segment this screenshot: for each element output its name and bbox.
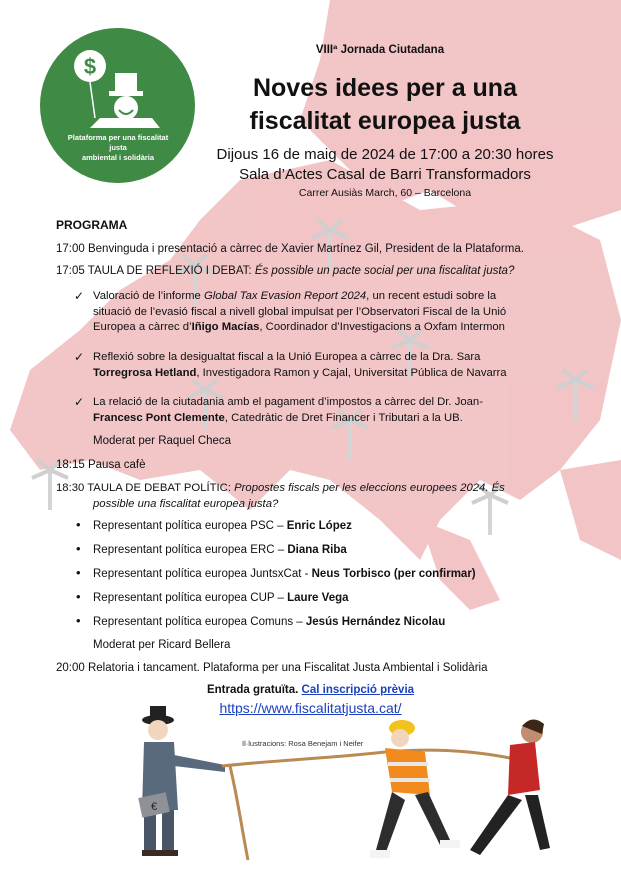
program-item-4: 18:30 TAULA DE DEBAT POLÍTIC: Propostes fiscals per les eleccions europees 2024. És possible una fiscalitat europea justa? xyxy=(56,482,505,510)
bullet-icon: • xyxy=(76,589,81,604)
item-question: És possible un pacte social per una fiscalitat justa? xyxy=(254,265,515,277)
time-label: 18:15 xyxy=(56,459,85,471)
item-text: Benvinguda i presentació a càrrec de Xavier Martínez Gil, President de la Plataforma. xyxy=(87,243,524,255)
rep-comuns: Representant política europea Comuns – Jesús Hernández Nicolau xyxy=(93,616,446,628)
bullet-icon: • xyxy=(76,541,81,556)
logo-text-line1: Plataforma per una fiscalitat justa xyxy=(67,133,169,152)
free-entry-label: Entrada gratuïta. xyxy=(206,684,299,696)
logo-text-line2: ambiental i solidària xyxy=(81,153,155,162)
title-line2: fiscalitat europea justa xyxy=(249,107,521,135)
time-label: 17:00 xyxy=(56,243,85,255)
rep-psc: Representant política europea PSC – Enric López xyxy=(93,520,352,532)
website-link[interactable]: https://www.fiscalitatjusta.cat/ xyxy=(219,700,402,716)
program-heading: PROGRAMA xyxy=(56,218,128,232)
event-date: Dijous 16 de maig de 2024 de 17:00 a 20:30 hores xyxy=(216,146,554,163)
time-label: 18:30 xyxy=(56,482,85,494)
program-item-1 xyxy=(56,242,524,257)
event-venue: Sala d’Actes Casal de Barri Transformadors xyxy=(239,166,531,183)
moderator-2: Moderat per Ricard Bellera xyxy=(93,639,231,651)
program-item-2 xyxy=(56,264,514,279)
illustration-credit: Il·lustracions: Rosa Benejam i Neifer xyxy=(242,739,364,748)
checkmark-icon: ✓ xyxy=(74,395,85,409)
subitem-report: Valoració de l’informe Global Tax Evasion Report 2024, un recent estudi sobre la situació de l’evasió fiscal a nivell global impulsat per l’Observatori Fiscal de la Unió Europea a càrrec d’Iñigo Macías, Coordinador d’Investigacions a Oxfam Intermon xyxy=(93,290,507,333)
euro-icon: € xyxy=(150,801,158,813)
program-item-5 xyxy=(56,661,488,676)
item-label: TAULA DE REFLEXIÓ I DEBAT: xyxy=(87,265,252,277)
woman-figure xyxy=(470,719,550,855)
rep-erc: Representant política europea ERC – Diana Riba xyxy=(93,544,347,556)
svg-text:$: $ xyxy=(83,54,97,79)
moderator-1: Moderat per Raquel Checa xyxy=(93,435,232,447)
item-text: Pausa cafè xyxy=(87,459,146,471)
bullet-icon: • xyxy=(76,613,81,628)
program-item-3 xyxy=(56,458,146,473)
checkmark-icon: ✓ xyxy=(74,350,85,364)
rep-juntsxcat: Representant política europea JuntsxCat - Neus Torbisco (per confirmar) xyxy=(93,568,476,580)
event-address: Carrer Ausiàs March, 60 – Barcelona xyxy=(298,187,472,199)
rep-cup: Representant política europea CUP – Laure Vega xyxy=(93,592,349,604)
entry-info xyxy=(0,684,621,696)
bullet-icon: • xyxy=(76,517,81,532)
businessman-figure xyxy=(138,706,225,856)
item-text: Relatoria i tancament. Plataforma per una Fiscalitat Justa Ambiental i Solidària xyxy=(87,662,488,674)
title-line1: Noves idees per a una xyxy=(252,74,517,102)
time-label: 20:00 xyxy=(56,662,85,674)
edition-label: VIIIª Jornada Ciutadana xyxy=(315,44,445,56)
subitem-taxes: La relació de la ciutadania amb el pagament d’impostos a càrrec del Dr. Joan- Francesc Pont Clemente, Catedràtic de Dret Financer i Tributari a la UB. xyxy=(93,396,483,424)
subitem-inequality: Reflexió sobre la desigualtat fiscal a la Unió Europea a càrrec de la Dra. Sara Torregrosa Hetland, Investigadora Ramon y Cajal, Universitat Pública de Navarra xyxy=(93,351,507,379)
worker-figure xyxy=(370,720,460,858)
tug-of-war-illustration xyxy=(130,700,560,870)
registration-link[interactable]: Cal inscripció prèvia xyxy=(301,684,415,696)
event-title xyxy=(215,72,555,138)
checkmark-icon: ✓ xyxy=(74,289,85,303)
time-label: 17:05 xyxy=(56,265,85,277)
platform-logo xyxy=(40,28,195,183)
bullet-icon: • xyxy=(76,565,81,580)
